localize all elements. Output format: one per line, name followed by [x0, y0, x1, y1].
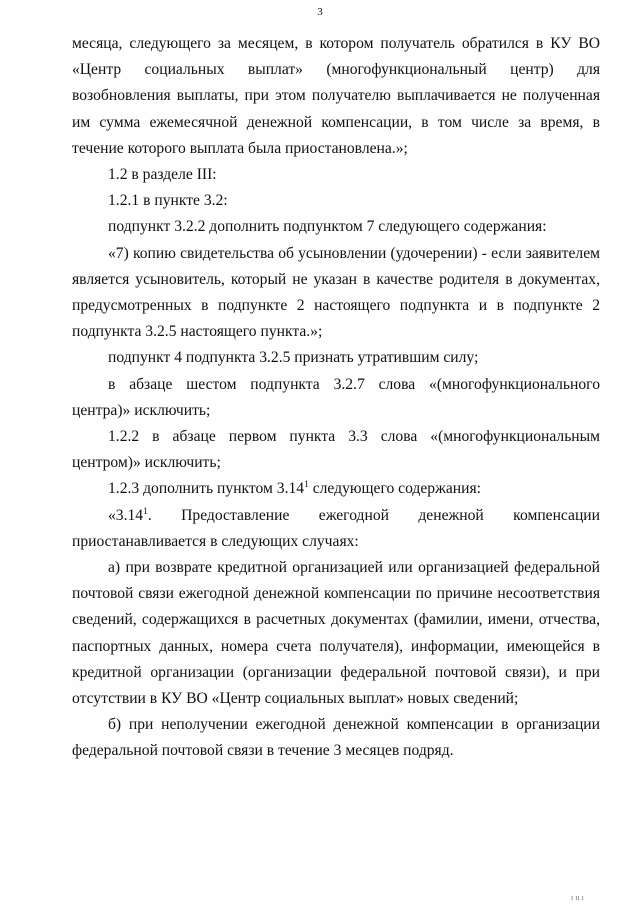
- paragraph-1-2-3: [72, 476, 600, 502]
- page-number: 3: [317, 6, 323, 18]
- scan-mark: ı ıı ı: [571, 893, 584, 902]
- superscript-1: 1: [304, 480, 309, 491]
- paragraph-1-2-3-lead: 1.2.3 дополнить пунктом 3.14: [108, 480, 305, 498]
- paragraph-subclause-4: подпункт 4 подпункта 3.2.5 признать утратившим силу;: [108, 349, 479, 367]
- paragraph-3-14-1: [72, 503, 600, 555]
- paragraph-continuation: месяца, следующего за месяцем, в котором получатель обратился в КУ ВО «Центр социальных выплат» (многофункциональный центр) для возобновления выплаты, при этом получателю выплачивается не полученная им сумма ежемесячной денежной компенсации, в том числе за время, в течение которого выплата была приостановлена.»;: [72, 35, 600, 157]
- paragraph-1-2-1: 1.2.1 в пункте 3.2:: [108, 192, 228, 210]
- paragraph-sixth-abzac: в абзаце шестом подпункта 3.2.7 слова «(многофункционального центра)» исключить;: [72, 375, 600, 419]
- superscript-1: 1: [143, 506, 148, 517]
- paragraph-3-14-1-tail: . Предоставление ежегодной денежной компенсации приостанавливается в следующих случаях:: [72, 506, 600, 550]
- paragraph-case-a: а) при возврате кредитной организацией или организацией федеральной почтовой связи ежегодной денежной компенсации по причине несоответствия сведений, содержащихся в расчетных документах (фамилии, имени, отчества, паспортных данных, номера счета получателя), информации, имеющейся в кредитной организации (организации федеральной почтовой связи), и при отсутствии в КУ ВО «Центр социальных выплат» новых сведений;: [72, 559, 600, 708]
- paragraph-1-2-3-tail: следующего содержания:: [308, 480, 481, 498]
- document-body: [72, 31, 600, 765]
- paragraph-section-iii: 1.2 в разделе III:: [108, 166, 217, 184]
- paragraph-3-14-1-lead: «3.14: [108, 506, 144, 524]
- paragraph-1-2-2: 1.2.2 в абзаце первом пункта 3.3 слова «(многофункциональным центром)» исключить;: [72, 428, 600, 472]
- paragraph-item-7: «7) копию свидетельства об усыновлении (удочерении) - если заявителем является усыновитель, который не указан в качестве родителя в документах, предусмотренных в подпункте 2 настоящего подпункта и в подпункте 2 подпункта 3.2.5 настоящего пункта.»;: [72, 244, 600, 341]
- paragraph-case-b: б) при неполучении ежегодной денежной компенсации в организации федеральной почтовой связи в течение 3 месяцев подряд.: [72, 716, 600, 760]
- paragraph-subclause-3-2-2: подпункт 3.2.2 дополнить подпунктом 7 следующего содержания:: [108, 218, 547, 236]
